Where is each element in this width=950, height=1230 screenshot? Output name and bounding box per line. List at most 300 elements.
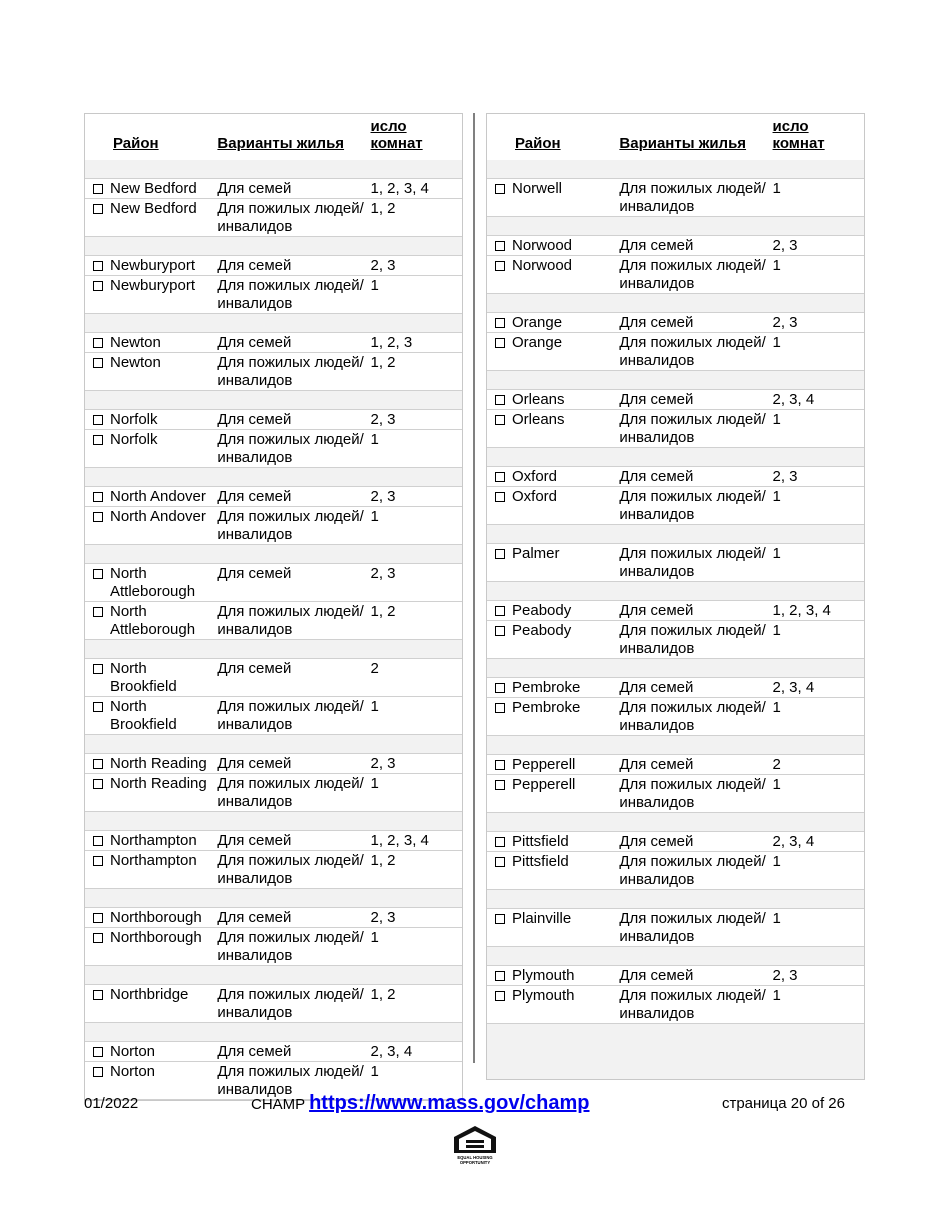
room-count: 1 [370, 508, 379, 525]
room-count: 1, 2, 3, 4 [370, 180, 429, 197]
town-name: Newton [110, 334, 161, 351]
housing-type: Для пожилых людей/инвалидов [619, 545, 766, 580]
district-cell [85, 852, 217, 888]
district-cell [85, 1063, 217, 1099]
logo-text-line2: OPPORTUNITY [459, 1160, 491, 1165]
footer-champ: CHAMP [251, 1096, 305, 1113]
group-separator [487, 582, 864, 601]
district-cell [85, 488, 217, 506]
room-count: 2, 3 [772, 468, 798, 485]
table-row [85, 908, 462, 928]
left-table [84, 113, 463, 1101]
group-separator [85, 735, 462, 754]
table-row [487, 698, 864, 736]
checkbox[interactable] [495, 261, 505, 271]
district-cell [85, 180, 217, 198]
checkbox[interactable] [93, 702, 103, 712]
room-count: 1 [772, 776, 781, 793]
table-header [487, 114, 864, 160]
town-name: Pittsfield [512, 853, 569, 870]
checkbox[interactable] [495, 626, 505, 636]
checkbox[interactable] [93, 836, 103, 846]
group-separator [85, 237, 462, 256]
header-district: Район [515, 135, 561, 152]
group-separator [487, 448, 864, 467]
table-row [85, 179, 462, 199]
housing-type: Для пожилых людей/инвалидов [619, 987, 766, 1022]
checkbox[interactable] [495, 549, 505, 559]
housing-type: Для семей [217, 411, 292, 428]
district-cell [487, 622, 619, 658]
checkbox[interactable] [93, 184, 103, 194]
checkbox[interactable] [93, 338, 103, 348]
housing-type: Для пожилых людей/инвалидов [619, 776, 766, 811]
checkbox[interactable] [93, 779, 103, 789]
town-name: Norton [110, 1043, 156, 1060]
group-separator [487, 294, 864, 313]
footer-center [251, 1092, 590, 1115]
group-separator [85, 314, 462, 333]
room-count: 1 [772, 987, 781, 1004]
town-name: Norton [110, 1063, 156, 1080]
housing-type: Для пожилых людей/инвалидов [217, 431, 364, 466]
checkbox[interactable] [495, 338, 505, 348]
column-divider [473, 113, 475, 1063]
town-name: Pepperell [512, 776, 576, 793]
district-cell [85, 755, 217, 773]
table-row [487, 487, 864, 525]
checkbox[interactable] [93, 1067, 103, 1077]
district-cell [85, 277, 217, 313]
checkbox[interactable] [495, 914, 505, 924]
room-count: 1 [370, 1063, 379, 1080]
right-table-body [487, 160, 864, 1024]
district-cell [85, 1043, 217, 1061]
housing-type: Для семей [217, 832, 292, 849]
housing-type: Для пожилых людей/инвалидов [619, 910, 766, 945]
checkbox[interactable] [495, 241, 505, 251]
table-row [487, 601, 864, 621]
district-cell [487, 776, 619, 812]
table-row [85, 659, 462, 697]
table-row [487, 313, 864, 333]
housing-type: Для пожилых людей/инвалидов [619, 180, 766, 215]
checkbox[interactable] [93, 204, 103, 214]
housing-type: Для пожилых людей/инвалидов [217, 354, 364, 389]
table-row [487, 986, 864, 1024]
table-row [487, 832, 864, 852]
district-cell [85, 354, 217, 390]
room-count: 1 [772, 910, 781, 927]
room-count: 2 [772, 756, 781, 773]
housing-type: Для пожилых людей/инвалидов [217, 508, 364, 543]
district-cell [85, 431, 217, 467]
housing-type: Для семей [217, 488, 292, 505]
table-row [487, 179, 864, 217]
town-name: Northborough [110, 929, 202, 946]
table-row [85, 199, 462, 237]
town-name: Norwell [512, 180, 563, 197]
room-count: 1 [772, 334, 781, 351]
town-name: Newton [110, 354, 161, 371]
housing-type: Для пожилых людей/инвалидов [217, 603, 364, 638]
room-count: 2, 3 [370, 909, 396, 926]
town-name: North Brookfield [110, 660, 177, 695]
town-name: Newburyport [110, 277, 196, 294]
town-name: Oxford [512, 468, 558, 485]
town-name: North Attleborough [110, 565, 196, 600]
town-name: Northbridge [110, 986, 189, 1003]
town-name: Plymouth [512, 967, 575, 984]
table-row [85, 256, 462, 276]
table-row [85, 1042, 462, 1062]
room-count: 2, 3 [772, 237, 798, 254]
checkbox[interactable] [93, 933, 103, 943]
checkbox[interactable] [93, 569, 103, 579]
group-separator [85, 391, 462, 410]
town-name: Norfolk [110, 411, 158, 428]
town-name: Norfolk [110, 431, 158, 448]
table-row [85, 831, 462, 851]
checkbox[interactable] [93, 913, 103, 923]
housing-type: Для семей [619, 314, 694, 331]
table-row [487, 621, 864, 659]
town-name: Northampton [110, 832, 197, 849]
housing-type: Для семей [217, 565, 292, 582]
district-cell [487, 257, 619, 293]
header-district: Район [113, 135, 159, 152]
town-name: Plymouth [512, 987, 575, 1004]
room-count: 1, 2, 3, 4 [370, 832, 429, 849]
town-name: Oxford [512, 488, 558, 505]
table-row [487, 333, 864, 371]
district-cell [85, 775, 217, 811]
housing-type: Для семей [619, 237, 694, 254]
housing-type: Для пожилых людей/инвалидов [217, 200, 364, 235]
table-row [85, 353, 462, 391]
town-name: North Andover [110, 508, 206, 525]
housing-type: Для пожилых людей/инвалидов [619, 699, 766, 734]
table-row [85, 697, 462, 735]
town-name: Norwood [512, 257, 573, 274]
room-count: 1, 2, 3, 4 [772, 602, 831, 619]
district-cell [487, 314, 619, 332]
room-count: 1, 2 [370, 354, 396, 371]
table-header [85, 114, 462, 160]
town-name: Orange [512, 334, 563, 351]
room-count: 1 [370, 775, 379, 792]
checkbox[interactable] [495, 492, 505, 502]
room-count: 2, 3 [370, 257, 396, 274]
district-cell [487, 411, 619, 447]
table-row [487, 852, 864, 890]
footer-date: 01/2022 [84, 1095, 139, 1112]
town-name: Orange [512, 314, 563, 331]
checkbox[interactable] [93, 281, 103, 291]
room-count: 1, 2 [370, 200, 396, 217]
table-row [85, 487, 462, 507]
housing-type: Для пожилых людей/инвалидов [619, 411, 766, 446]
table-row [487, 678, 864, 698]
checkbox[interactable] [93, 607, 103, 617]
district-cell [487, 833, 619, 851]
town-name: Pittsfield [512, 833, 569, 850]
room-count: 2, 3 [772, 314, 798, 331]
housing-type: Для пожилых людей/инвалидов [619, 622, 766, 657]
checkbox[interactable] [495, 395, 505, 405]
housing-type: Для семей [217, 180, 292, 197]
checkbox[interactable] [93, 512, 103, 522]
district-cell [85, 508, 217, 544]
room-count: 1 [772, 699, 781, 716]
housing-type: Для пожилых людей/инвалидов [217, 1063, 364, 1098]
town-name: Pembroke [512, 699, 581, 716]
town-name: Orleans [512, 411, 565, 428]
room-count: 1 [772, 853, 781, 870]
housing-type: Для семей [619, 756, 694, 773]
table-row [85, 851, 462, 889]
housing-type: Для семей [619, 833, 694, 850]
room-count: 2, 3, 4 [772, 391, 815, 408]
housing-type: Для семей [217, 909, 292, 926]
district-cell [85, 257, 217, 275]
district-cell [85, 200, 217, 236]
right-table [486, 113, 865, 1080]
housing-type: Для семей [619, 602, 694, 619]
checkbox[interactable] [93, 1047, 103, 1057]
room-count: 1 [370, 431, 379, 448]
table-row [487, 236, 864, 256]
checkbox[interactable] [93, 261, 103, 271]
room-count: 1 [370, 929, 379, 946]
housing-type: Для пожилых людей/инвалидов [619, 257, 766, 292]
housing-type: Для пожилых людей/инвалидов [217, 775, 364, 810]
champ-link[interactable]: https://www.mass.gov/champ [309, 1092, 590, 1114]
district-cell [487, 334, 619, 370]
housing-type: Для пожилых людей/инвалидов [217, 986, 364, 1021]
room-count: 1 [772, 488, 781, 505]
header-housing: Варианты жилья [619, 135, 747, 152]
housing-type: Для семей [217, 660, 292, 677]
checkbox[interactable] [93, 759, 103, 769]
housing-type: Для пожилых людей/инвалидов [619, 488, 766, 523]
group-separator [85, 966, 462, 985]
town-name: Palmer [512, 545, 560, 562]
header-rooms [371, 118, 462, 152]
checkbox[interactable] [93, 435, 103, 445]
table-row [487, 544, 864, 582]
room-count: 1 [772, 545, 781, 562]
checkbox[interactable] [93, 415, 103, 425]
room-count: 1 [772, 180, 781, 197]
housing-type: Для пожилых людей/инвалидов [217, 277, 364, 312]
checkbox[interactable] [93, 358, 103, 368]
checkbox[interactable] [93, 990, 103, 1000]
group-separator [487, 525, 864, 544]
checkbox[interactable] [93, 856, 103, 866]
room-count: 1, 2 [370, 852, 396, 869]
housing-type: Для семей [619, 679, 694, 696]
town-name: Pepperell [512, 756, 576, 773]
checkbox[interactable] [495, 703, 505, 713]
group-separator [487, 890, 864, 909]
town-name: North Attleborough [110, 603, 196, 638]
table-row [85, 754, 462, 774]
table-row [85, 410, 462, 430]
checkbox[interactable] [495, 837, 505, 847]
group-separator [487, 371, 864, 390]
town-name: Newburyport [110, 257, 196, 274]
district-cell [487, 468, 619, 486]
group-separator [487, 736, 864, 755]
housing-type: Для пожилых людей/инвалидов [217, 698, 364, 733]
checkbox[interactable] [495, 683, 505, 693]
table-row [487, 467, 864, 487]
district-cell [487, 699, 619, 735]
checkbox[interactable] [495, 472, 505, 482]
table-row [487, 256, 864, 294]
district-cell [487, 488, 619, 524]
room-count: 1, 2 [370, 986, 396, 1003]
room-count: 2, 3, 4 [772, 679, 815, 696]
district-cell [85, 565, 217, 601]
room-count: 2, 3 [370, 411, 396, 428]
town-name: Northborough [110, 909, 202, 926]
district-cell [487, 391, 619, 409]
district-cell [85, 832, 217, 850]
town-name: North Reading [110, 755, 207, 772]
housing-type: Для семей [619, 468, 694, 485]
table-row [85, 774, 462, 812]
town-name: Northampton [110, 852, 197, 869]
room-count: 2, 3, 4 [370, 1043, 413, 1060]
group-separator [487, 947, 864, 966]
room-count: 2, 3 [370, 488, 396, 505]
district-cell [487, 910, 619, 946]
room-count: 1 [370, 698, 379, 715]
table-row [85, 333, 462, 353]
district-cell [487, 602, 619, 620]
table-row [85, 564, 462, 602]
district-cell [85, 698, 217, 734]
group-separator [487, 813, 864, 832]
table-row [487, 410, 864, 448]
room-count: 2, 3 [370, 755, 396, 772]
table-row [85, 430, 462, 468]
equal-housing-opportunity-logo [451, 1124, 499, 1166]
checkbox[interactable] [495, 415, 505, 425]
town-name: New Bedford [110, 180, 197, 197]
checkbox[interactable] [93, 664, 103, 674]
room-count: 2 [370, 660, 379, 677]
district-cell [487, 853, 619, 889]
table-row [487, 755, 864, 775]
town-name: Pembroke [512, 679, 581, 696]
housing-type: Для семей [217, 755, 292, 772]
left-table-body [85, 160, 462, 1100]
housing-type: Для пожилых людей/инвалидов [217, 852, 364, 887]
checkbox[interactable] [93, 492, 103, 502]
group-separator [85, 1023, 462, 1042]
footer-page-number: страница 20 of 26 [721, 1095, 845, 1112]
table-row [85, 507, 462, 545]
room-count: 1 [772, 411, 781, 428]
housing-type: Для семей [217, 334, 292, 351]
logo-text-line1: EQUAL HOUSING [457, 1155, 493, 1160]
housing-type: Для семей [619, 391, 694, 408]
checkbox[interactable] [495, 991, 505, 1001]
room-count: 1 [772, 257, 781, 274]
town-name: North Andover [110, 488, 206, 505]
district-cell [85, 603, 217, 639]
checkbox[interactable] [495, 606, 505, 616]
table-row [487, 909, 864, 947]
table-row [85, 602, 462, 640]
checkbox[interactable] [495, 780, 505, 790]
district-cell [487, 545, 619, 581]
housing-type: Для пожилых людей/инвалидов [619, 853, 766, 888]
checkbox[interactable] [495, 184, 505, 194]
group-separator [487, 659, 864, 678]
town-name: New Bedford [110, 200, 197, 217]
group-separator [85, 640, 462, 659]
table-row [85, 928, 462, 966]
group-separator [487, 217, 864, 236]
district-cell [487, 756, 619, 774]
room-count: 1 [772, 622, 781, 639]
group-separator [85, 468, 462, 487]
district-cell [85, 411, 217, 429]
district-cell [487, 967, 619, 985]
group-separator [85, 812, 462, 831]
room-count: 2, 3 [772, 967, 798, 984]
header-rooms-line2: комнат [370, 135, 423, 152]
room-count: 2, 3, 4 [772, 833, 815, 850]
group-separator [487, 160, 864, 179]
header-rooms [773, 118, 864, 152]
town-name: Peabody [512, 602, 572, 619]
district-cell [487, 987, 619, 1023]
town-name: Plainville [512, 910, 572, 927]
town-name: Orleans [512, 391, 565, 408]
room-count: 1 [370, 277, 379, 294]
table-row [85, 985, 462, 1023]
room-count: 2, 3 [370, 565, 396, 582]
checkbox[interactable] [495, 318, 505, 328]
header-rooms-line2: комнат [772, 135, 825, 152]
checkbox[interactable] [495, 971, 505, 981]
district-cell [487, 679, 619, 697]
district-cell [487, 237, 619, 255]
empty-filler [487, 1024, 864, 1079]
district-cell [85, 986, 217, 1022]
checkbox[interactable] [495, 760, 505, 770]
district-cell [487, 180, 619, 216]
district-cell [85, 334, 217, 352]
housing-type: Для семей [619, 967, 694, 984]
room-count: 1, 2, 3 [370, 334, 413, 351]
table-row [487, 390, 864, 410]
district-cell [85, 909, 217, 927]
room-count: 1, 2 [370, 603, 396, 620]
table-row [487, 775, 864, 813]
checkbox[interactable] [495, 857, 505, 867]
header-rooms-line1: исло [370, 118, 407, 135]
town-name: North Reading [110, 775, 207, 792]
town-name: Norwood [512, 237, 573, 254]
town-name: Peabody [512, 622, 572, 639]
table-row [85, 276, 462, 314]
